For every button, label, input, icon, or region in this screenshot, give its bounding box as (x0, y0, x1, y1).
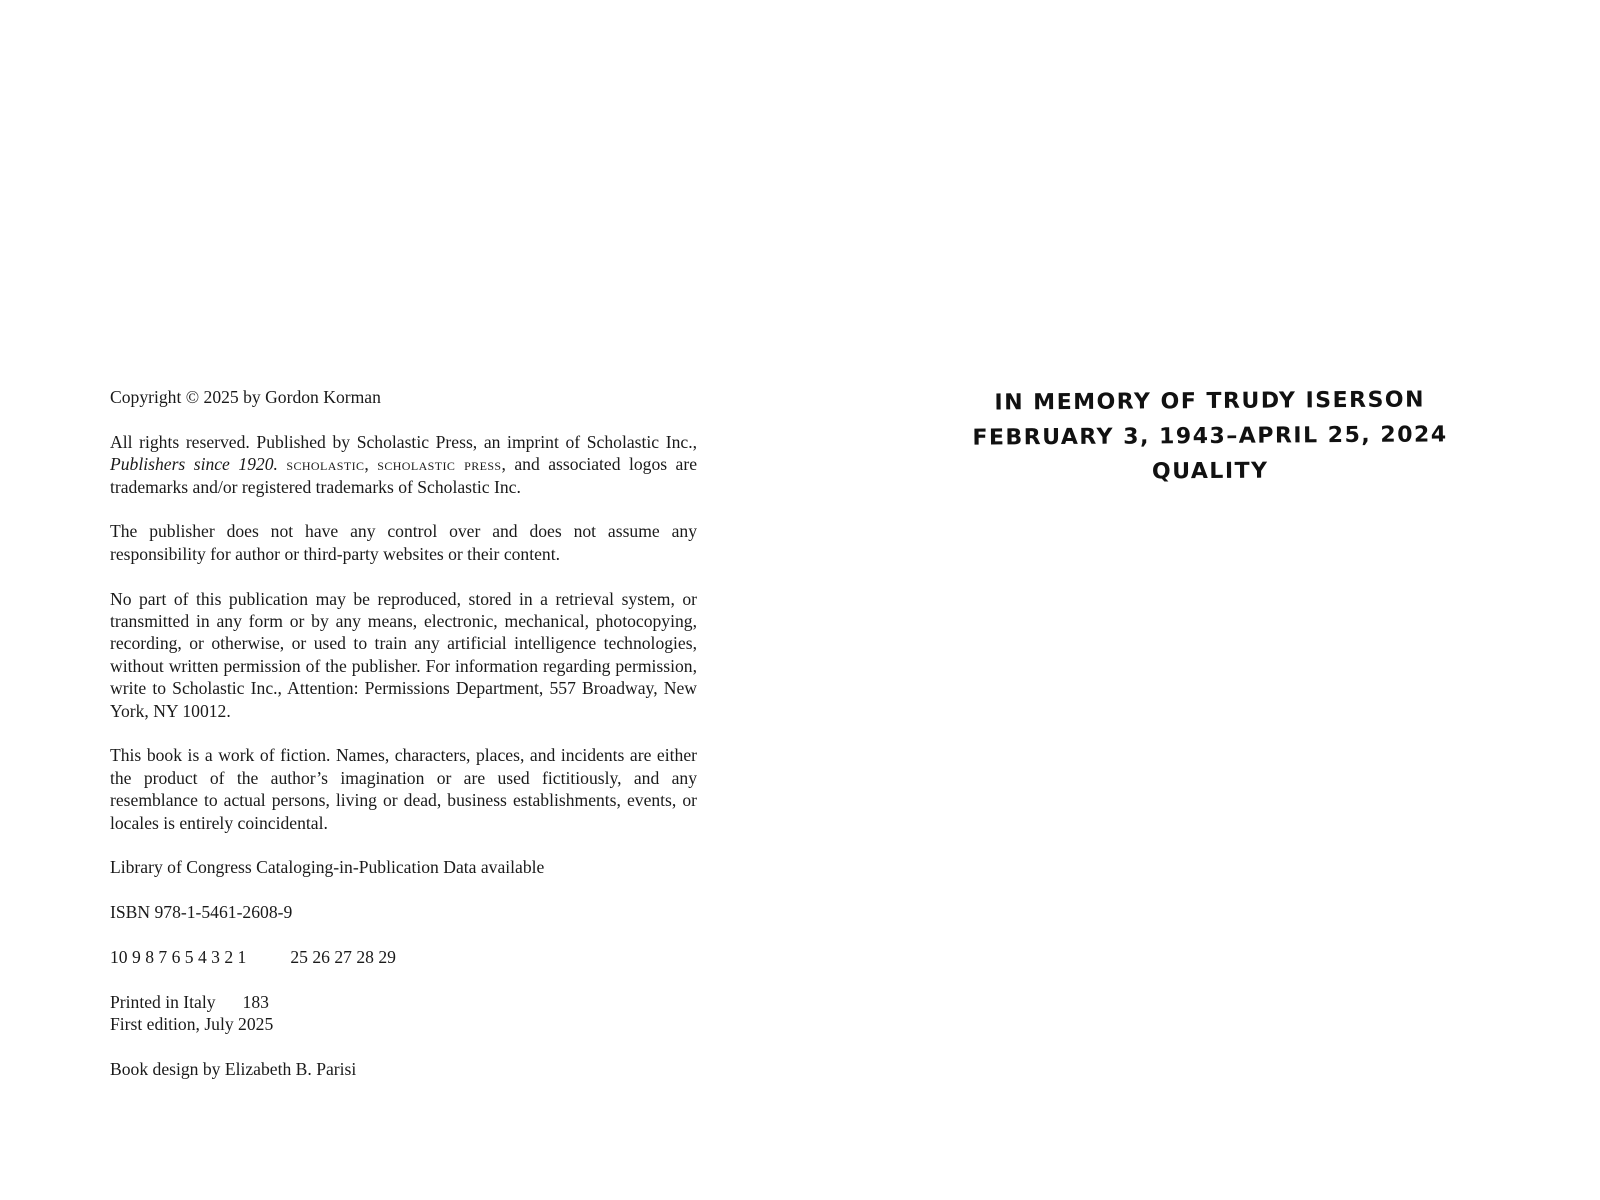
printed-in-line (110, 991, 697, 1013)
dedication (960, 382, 1461, 490)
book-design-credit: Book design by Elizabeth B. Parisi (110, 1059, 357, 1080)
printed-code: 183 (242, 991, 269, 1012)
trademark-scholastic-press: scholastic press (377, 454, 502, 475)
rights-paragraph (110, 431, 697, 498)
publisher-disclaimer: The publisher does not have any control over and does not assume any responsibility for author or third-party websites or their content. (110, 521, 697, 564)
year-numbers: 25 26 27 28 29 (290, 947, 396, 968)
no-reproduction-notice: No part of this publication may be reproduced, stored in a retrieval system, or transmitted in any form or by any means, electronic, mechanical, photocopying, recording, or otherwise, or used to train any artificial intelligence technologies, without written permission of the publisher. For information regarding permission, write to Scholastic Inc., Attention: Permissions Department, 557 Broadway, New York, NY 10012. (110, 588, 697, 721)
dedication-line-1: IN MEMORY OF TRUDY ISERSON (994, 387, 1426, 416)
dedication-line-2: FEBRUARY 3, 1943–APRIL 25, 2024 (972, 422, 1448, 451)
edition: First edition, July 2025 (110, 1014, 274, 1035)
printing-numbers: 10 9 8 7 6 5 4 3 2 1 (110, 947, 247, 968)
trademark-scholastic: scholastic (286, 454, 365, 475)
copyright-page (110, 386, 697, 1103)
fiction-notice: This book is a work of fiction. Names, characters, places, and incidents are either the product of the author’s imagination or are used fictitiously, and any resemblance to actual persons, living or dead, business establishments, events, or locales is entirely coincidental. (110, 745, 697, 833)
printing-info (110, 991, 697, 1036)
printed-in: Printed in Italy (110, 991, 216, 1012)
rights-text-part1: All rights reserved. Published by Scholastic Press, an imprint of Scholastic Inc., (110, 431, 697, 452)
dedication-line-3: QUALITY (1151, 458, 1269, 485)
isbn: ISBN 978-1-5461-2608-9 (110, 902, 293, 923)
copyright-line: Copyright © 2025 by Gordon Korman (110, 387, 381, 407)
rights-text-part2: , and associated logos are trademarks and/or registered trademarks of Scholastic Inc. (110, 454, 698, 497)
trademark-separator: , (364, 454, 378, 475)
cip-data: Library of Congress Cataloging-in-Publication Data available (110, 857, 545, 878)
printing-line (110, 946, 697, 968)
publisher-slogan: Publishers since 1920. (110, 454, 278, 475)
